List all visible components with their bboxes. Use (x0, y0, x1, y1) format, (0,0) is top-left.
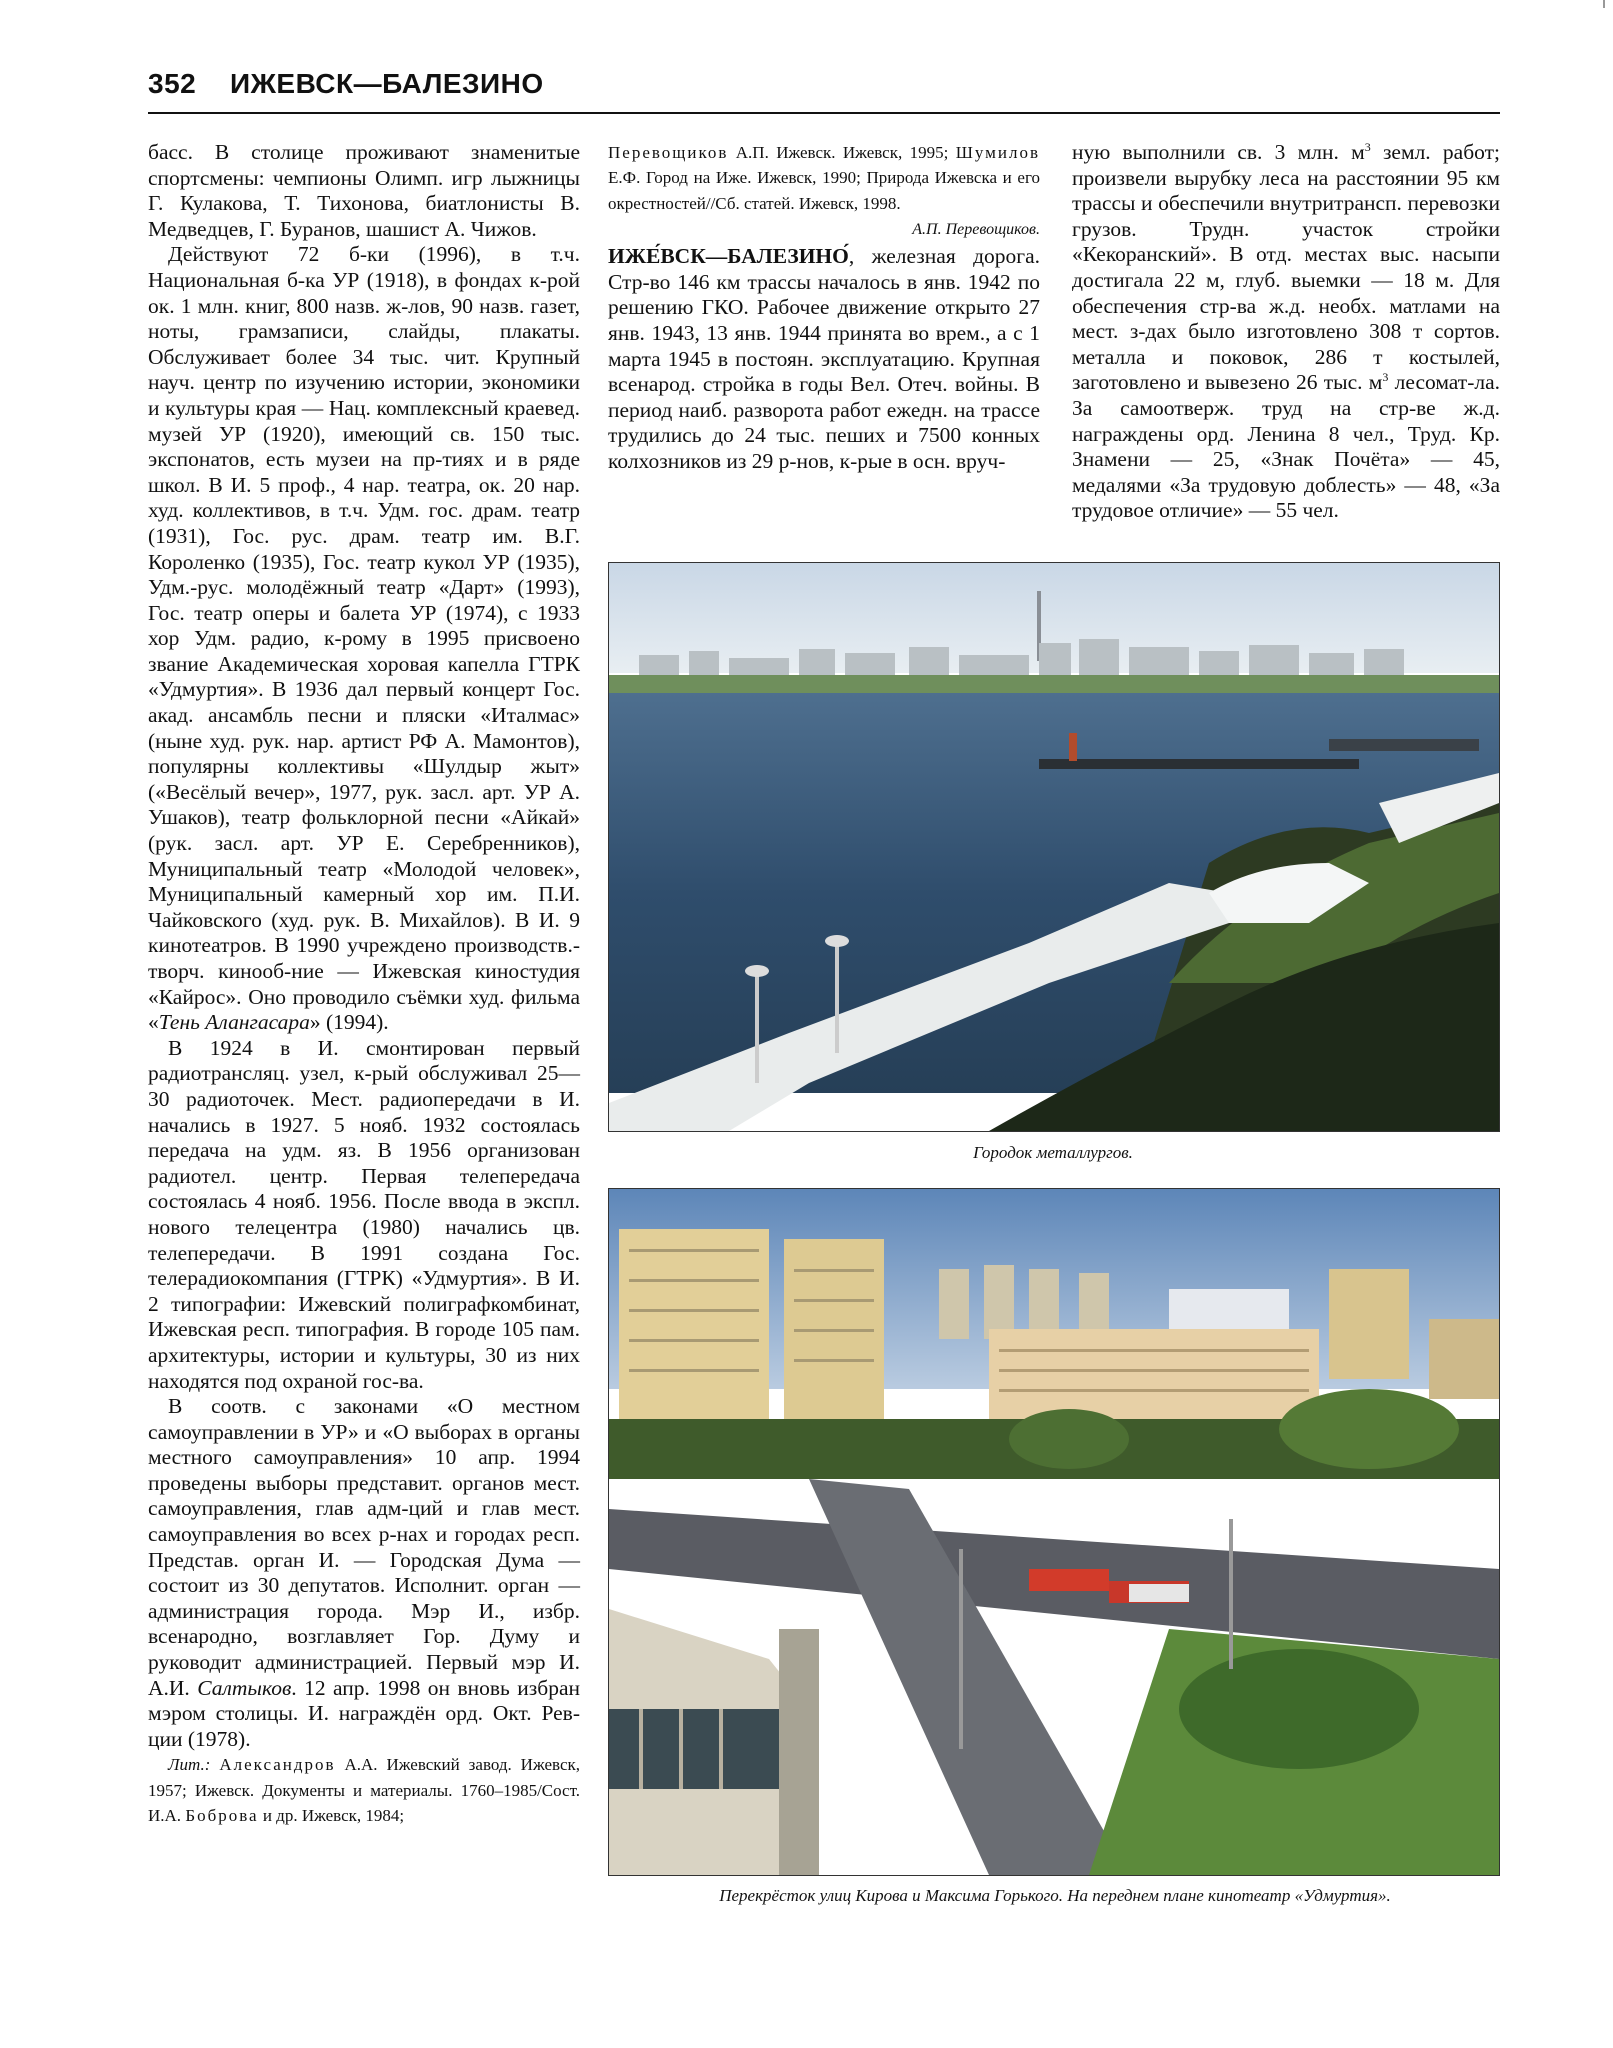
lit-text: и др. Ижевск, 1984; (258, 1806, 405, 1826)
page-title: ИЖЕВСК—БАЛЕЗИНО (230, 68, 544, 99)
text-column-1 (148, 140, 580, 1829)
film-title: Тень Алангасара (158, 1010, 310, 1035)
page-number: 352 (148, 68, 197, 99)
text-run: земл. работ; произвели вырубку леса на расстоянии 95 км трассы и обеспечили внутритрансп. перевозки грузов. Трудн. участок стройки «Кекоранский». В отд. местах выс. насыпи достигала 22 м, глуб. выемки — 18 м. Для обеспечения стр-ва ж.д. необх. матлами на мест. з-дах было изготовлено 308 т сортов. металла и поковок, 286 т костылей, заготовлено и вывезено 26 тыс. м (1072, 140, 1500, 395)
figure-caption-1: Городок металлургов. (973, 1143, 1133, 1162)
lit-author: Александров (219, 1755, 336, 1775)
lit-author: Боброва (185, 1806, 259, 1826)
running-header (148, 60, 1500, 114)
text-run: » (1994). (309, 1010, 389, 1035)
text-run: Действуют 72 б-ки (1996), в т.ч. Национальная б-ка УР (1918), в фондах к-рой ок. 1 млн. книг, 800 назв. ж-лов, 90 назв. газет, ноты, грамзаписи, слайды, плакаты. Обслуживает более 34 тыс. чит. Крупный науч. центр по изучению истории, экономики и культуры края — Нац. комплексный краевед. музей УР (1920), имеющий св. 150 тыс. экспонатов, есть музеи на пр-тиях и в ряде школ. В И. 5 проф., 4 нар. театра, ок. 20 нар. худ. коллективов, в т.ч. Удм. гос. драм. театр (1931), Гос. рус. драм. театр им. В.Г. Короленко (1935), Гос. театр кукол УР (1935), Удм.-рус. молодёжный театр «Дарт» (1993), Гос. театр оперы и балета УР (1974), с 1933 хор Удм. радио, к-рому в 1995 присвоено звание Академическая хоровая капелла ГТРК «Удмуртия». В 1936 дал первый концерт Гос. акад. ансамбль песни и пляски «Италмас» (ныне худ. рук. нар. артист РФ А. Мамонтов), популярны коллективы «Шулдыр жыт» («Весёлый вечер», 1977, рук. засл. арт. УР А. Ушаков), театр фольклорной песни «Айкай» (рук. засл. арт. УР Е. Серебренников), Муниципальный театр «Молодой человек», Муниципальный камерный хор им. П.И. Чайковского (худ. рук. В. Михайлов). В И. 9 кинотеатров. В 1990 учреждено производств.-творч. кинооб-ние — Ижевская киностудия «Кайрос». Оно проводило съёмки худ. фильма « (148, 242, 580, 1035)
figure-caption-2: Перекрёсток улиц Кирова и Максима Горького. На переднем плане кинотеатр «Удмуртия». (719, 1886, 1391, 1905)
lit-author: Шумилов (955, 143, 1040, 162)
literature-tag: Лит.: (168, 1755, 211, 1775)
text-run: В соотв. с законами «О местном самоуправлении в УР» и «О выборах в органы местного самоуправления» 10 апр. 1994 проведены выборы представит. органов мест. самоуправления, глав адм-ций и глав мест. самоуправления во всех р-нах и городах респ. Представ. орган И. — Городская Дума — состоит из 30 депутатов. Исполнит. орган — администрация города. Мэр И., избр. всенародно, возглавляет Гор. Думу и руководит администрацией. Первый мэр И. А.И. (148, 1394, 580, 1700)
paragraph-radio: В 1924 в И. смонтирован первый радиотрансляц. узел, к-рый обслуживал 25—30 радиоточек. Мест. радиопередачи в И. начались в 1927. 5 нояб. 1932 состоялась передача на удм. яз. В 1956 организован радиотел. центр. Первая телепередача состоялась 4 нояб. 1956. После ввода в экспл. нового телецентра (1980) начались цв. телепередачи. В 1991 создана Гос. телерадиокомпания (ГТРК) «Удмуртия». В И. 2 типографии: Ижевский полиграфкомбинат, Ижевская респ. типография. В городе 105 пам. архитектуры, истории и культуры, 30 из них находятся под охраной гос-ва. (148, 1035, 580, 1393)
photo-kirova-gorkogo-crossroads (608, 1188, 1500, 1876)
text-run: , железная дорога. Стр-во 146 км трассы началось в янв. 1942 по решению ГКО. Рабочее движение открыто 27 янв. 1943, 13 янв. 1944 принята во врем., а с 1 марта 1945 в постоян. эксплуатацию. Крупная всенарод. стройка в годы Вел. Отеч. войны. В период наиб. разворота работ ежедн. на трассе трудились до 24 тыс. пеших и 7500 конных колхозников из 29 р-нов, к-рые в осн. вруч- (608, 244, 1040, 473)
page-corner-mark (1603, 0, 1605, 8)
text-run: ную выполнили св. 3 млн. м (1072, 140, 1365, 164)
superscript: 3 (1382, 370, 1389, 385)
lit-author: Перевощиков (608, 143, 729, 162)
lit-text: А.А. Ижевский завод. Ижевск, 1957; Ижевск. Документы и материалы. 1760–1985/Сост. И.А. (148, 1755, 581, 1826)
text-run: лесомат-ла. За самоотверж. труд на стр-ве ж.д. награждены орд. Ленина 8 чел., Труд. Кр. Знамени — 25, «Знак Почёта» — 45, медалями «За трудовую доблесть» — 48, «За трудовое отличие» — 55 чел. (1072, 370, 1500, 523)
lit-text: А.П. Ижевск. Ижевск, 1995; (728, 143, 956, 162)
paragraph-culture (148, 242, 580, 1035)
text-run: . 12 апр. 1998 он вновь избран мэром столицы. И. награждён орд. Окт. Рев-ции (1978). (148, 1675, 581, 1751)
article-headword: ИЖЕ́ВСК—БАЛЕЗИНО́ (608, 244, 849, 269)
article-railway (608, 244, 1040, 474)
mayor-name: Салтыков (197, 1675, 292, 1700)
paragraph: басс. В столице проживают знаменитые спортсмены: чемпионы Олимп. игр лыжницы Г. Кулакова, Т. Тихонова, биатлонисты В. Медведцев, Г. Буранов, шашист А. Чижов. (148, 140, 580, 241)
paragraph-government (148, 1394, 580, 1752)
article-railway-cont (1072, 140, 1500, 524)
text-column-3 (1072, 140, 1500, 524)
literature-list-cont (608, 140, 1040, 216)
photo-illustration (609, 1189, 1499, 1875)
superscript: 3 (1364, 139, 1371, 154)
lit-text: Е.Ф. Город на Иже. Ижевск, 1990; Природа Ижевска и его окрестностей//Сб. статей. Ижевск, 1998. (608, 168, 1040, 213)
author-signature: А.П. Перевощиков. (912, 221, 1040, 239)
photo-metallurgists-town (608, 562, 1500, 1132)
text-column-2 (608, 140, 1040, 475)
literature-list (148, 1752, 580, 1828)
photo-illustration (609, 563, 1499, 1131)
